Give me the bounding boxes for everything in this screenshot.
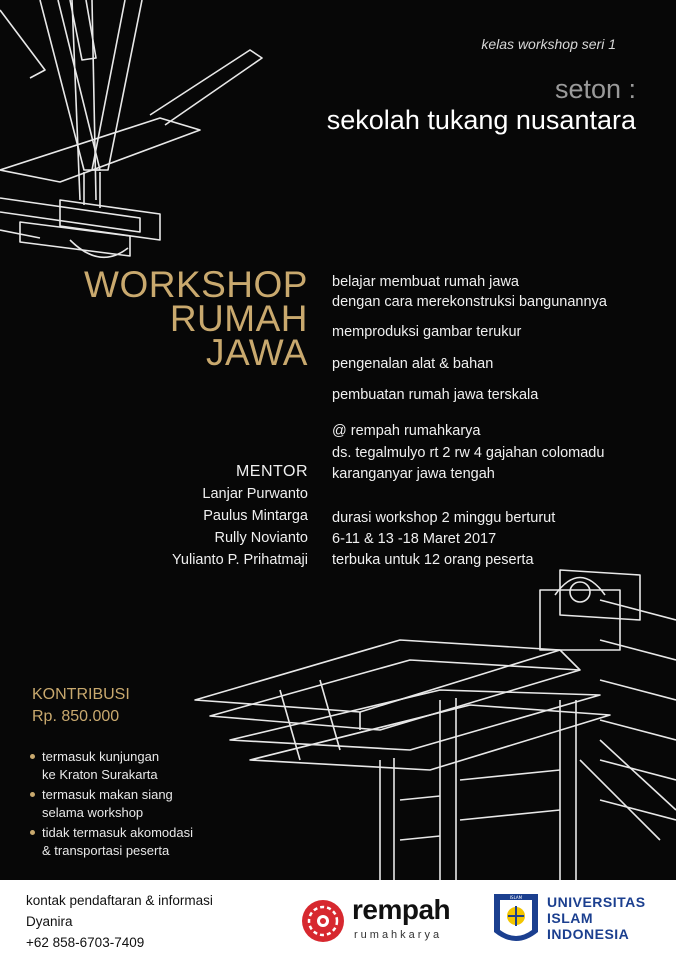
contact-info <box>26 890 213 953</box>
rempah-emblem-icon <box>300 898 346 944</box>
location-line-3: karanganyar jawa tengah <box>332 466 495 482</box>
headline-line-3: JAWA <box>205 332 308 373</box>
mentor-name: Rully Novianto <box>214 530 308 546</box>
activity-line-1: belajar membuat rumah jawa <box>332 274 519 290</box>
schedule-line-1: durasi workshop 2 minggu berturut <box>332 510 556 526</box>
activity-line-2: dengan cara merekonstruksi bangunannya <box>332 294 607 310</box>
list-item-line: & transportasi peserta <box>42 843 170 858</box>
contact-phone: +62 858-6703-7409 <box>26 935 145 950</box>
contribution-block <box>32 684 130 728</box>
contribution-items <box>30 748 193 862</box>
rempah-logo <box>300 896 470 946</box>
uii-seal-icon <box>492 892 540 950</box>
footer <box>0 880 676 960</box>
rempah-subtitle: rumahkarya <box>354 929 443 941</box>
mentor-name: Paulus Mintarga <box>203 508 308 524</box>
seton-title: seton : <box>554 74 636 104</box>
list-item-line: termasuk kunjungan <box>42 749 160 764</box>
mentor-name: Lanjar Purwanto <box>202 486 308 502</box>
contact-name: Dyanira <box>26 914 73 929</box>
activity-line-4: pengenalan alat & bahan <box>332 356 494 372</box>
uii-line: ISLAM <box>547 910 594 926</box>
uii-seal-text: ISLAM <box>509 895 523 900</box>
contact-label: kontak pendaftaran & informasi <box>26 893 213 908</box>
schedule-line-3: terbuka untuk 12 orang peserta <box>332 552 534 568</box>
school-title: sekolah tukang nusantara <box>326 105 636 135</box>
series-label: kelas workshop seri 1 <box>481 36 616 52</box>
mentor-name: Yulianto P. Prihatmaji <box>172 552 308 568</box>
location-line-1: @ rempah rumahkarya <box>332 423 481 439</box>
list-item <box>30 824 193 860</box>
activity-line-3: memproduksi gambar terukur <box>332 324 522 340</box>
rempah-wordmark: rempah <box>352 894 451 925</box>
schedule-line-2: 6-11 & 13 -18 Maret 2017 <box>332 531 497 547</box>
uii-logo <box>492 892 662 952</box>
contribution-heading: KONTRIBUSI <box>32 686 130 703</box>
list-item <box>30 786 193 822</box>
list-item-line: ke Kraton Surakarta <box>42 767 158 782</box>
list-item-line: termasuk makan siang <box>42 787 173 802</box>
headline-line-1: WORKSHOP <box>84 264 308 305</box>
headline-line-2: RUMAH <box>169 298 308 339</box>
list-item-line: tidak termasuk akomodasi <box>42 825 194 840</box>
location-line-2: ds. tegalmulyo rt 2 rw 4 gajahan colomadu <box>332 445 605 461</box>
uii-line: UNIVERSITAS <box>547 894 646 910</box>
contribution-price: Rp. 850.000 <box>32 708 120 725</box>
uii-wordmark <box>547 894 646 942</box>
list-item <box>30 748 193 784</box>
mentor-heading: MENTOR <box>235 463 308 480</box>
list-item-line: selama workshop <box>42 805 144 820</box>
activity-line-5: pembuatan rumah jawa terskala <box>332 387 539 403</box>
uii-line: INDONESIA <box>547 926 630 942</box>
workshop-headline <box>84 264 308 373</box>
mentor-list <box>172 461 308 571</box>
